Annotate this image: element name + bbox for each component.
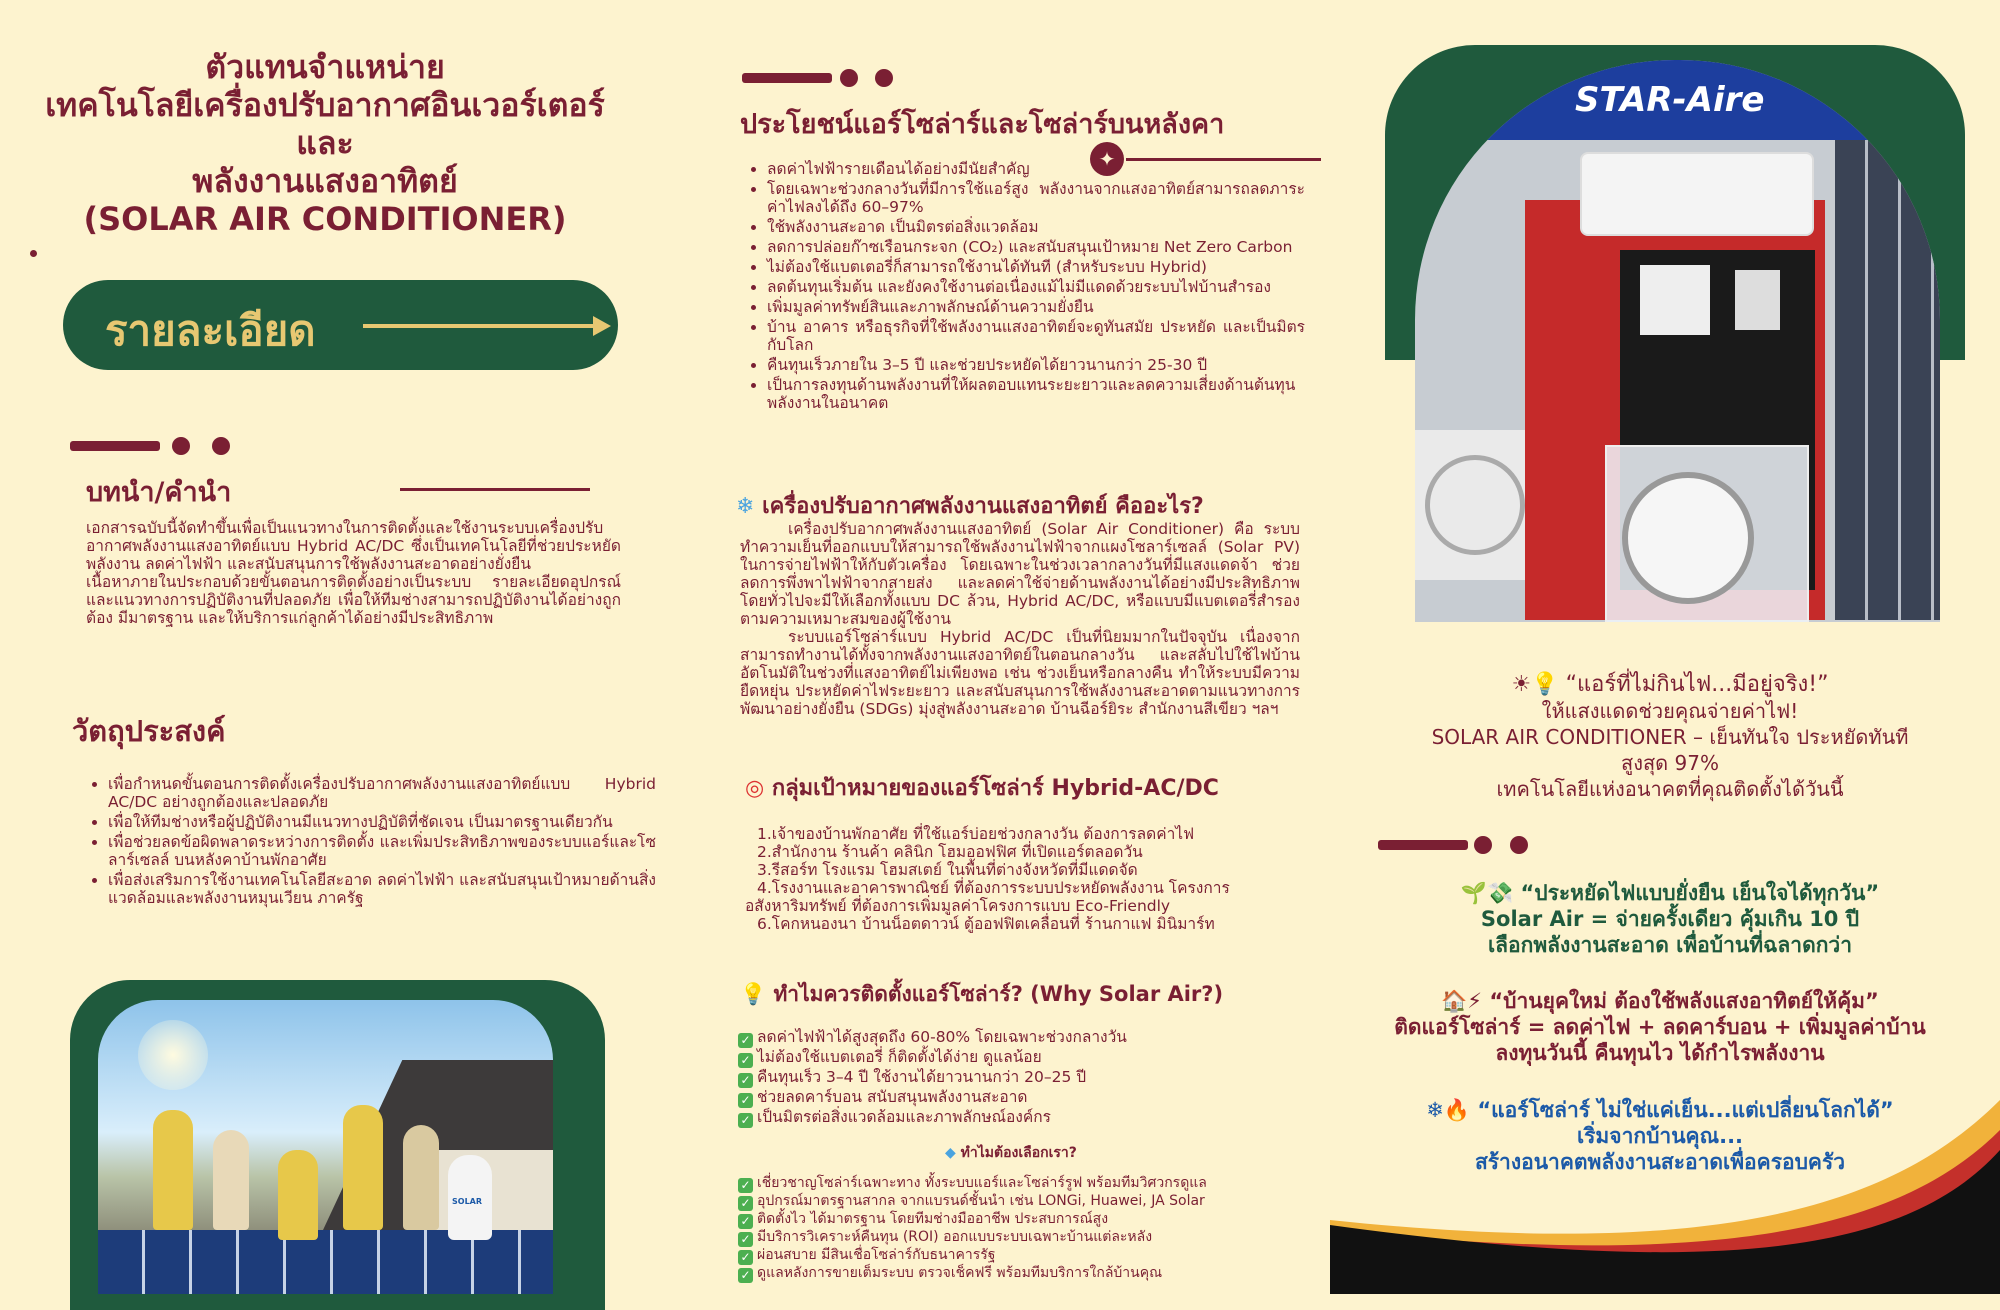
swoosh-black — [1330, 1150, 2000, 1294]
worker-figure — [153, 1110, 193, 1230]
snowflake-icon: ❄ — [736, 494, 755, 519]
why-item: ✓ ลดค่าไฟฟ้าได้สูงสุดถึง 60-80% โดยเฉพาะช่วงกลางวัน — [738, 1028, 1298, 1048]
target-item: 6.โคกหนองนา บ้านน็อตดาวน์ ตู้ออฟฟิตเคลื่อนที่ ร้านกาแฟ มินิมาร์ท — [757, 915, 1215, 933]
breaker-panel — [1640, 265, 1710, 335]
decor-dot — [875, 69, 893, 87]
what-paragraph-1: เครื่องปรับอากาศพลังงานแสงอาทิตย์ (Solar Air Conditioner) คือ ระบบทำความเย็นที่ออกแบบให้สามารถใช้พลังงานไฟฟ้าจากแผงโซลาร์เซลล์ (Solar PV) ในการจ่ายไฟฟ้าให้กับตัวเครื่อง โดยเฉพาะในช่วงเวลากลางวันที่มีแสงแดดจ้า ช่วยลดการพึ่งพาไฟฟ้าจากสายส่ง และลดค่าใช้จ่ายด้านพลังงานได้อย่างมีประสิทธิภาพ โดยทั่วไปจะมีให้เลือกทั้งแบบ DC ล้วน, Hybrid AC/DC, หรือแบบมีแบตเตอรี่สำรองตามความเหมาะสมของผู้ใช้งาน — [740, 520, 1300, 628]
quote-1-line-3: SOLAR AIR CONDITIONER – เย็นทันใจ ประหยัดทันที — [1431, 725, 1909, 749]
what-heading-row — [736, 488, 1204, 523]
title-line-5: (SOLAR AIR CONDITIONER) — [83, 200, 567, 238]
why-list — [738, 1028, 1298, 1128]
decor-bar — [742, 73, 832, 83]
checkmark-icon: ✓ — [738, 1033, 753, 1048]
target-item: 3.รีสอร์ท โรงแรม โฮมสเตย์ ในพื้นที่ต่างจังหวัดที่มีแดดจัด — [757, 861, 1138, 879]
diamond-icon: ◆ — [945, 1145, 956, 1161]
quote-2-line-2: Solar Air = จ่ายครั้งเดียว คุ้มเกิน 10 ปี — [1480, 907, 1860, 931]
decor-dot — [212, 437, 230, 455]
checkmark-icon: ✓ — [738, 1232, 753, 1247]
why-item: ✓ คืนทุนเร็ว 3–4 ปี ใช้งานได้ยาวนานกว่า 20–25 ปี — [738, 1068, 1298, 1088]
choose-item: ✓ ผ่อนสบาย มีสินเชื่อโซล่าร์กับธนาคารรัฐ — [738, 1247, 1318, 1265]
objective-heading: วัตถุประสงค์ — [72, 714, 226, 748]
checkmark-icon: ✓ — [738, 1196, 753, 1211]
arrow-head-icon — [593, 316, 611, 336]
choose-item: ✓ ติดตั้งไว ได้มาตรฐาน โดยทีมช่างมืออาชีพ ประสบการณ์สูง — [738, 1211, 1318, 1229]
why-heading: ทำไมควรติดตั้งแอร์โซล่าร์? (Why Solar Air?) — [773, 982, 1224, 1006]
checkmark-icon: ✓ — [738, 1250, 753, 1265]
bullet-dot — [30, 250, 37, 257]
benefit-item: • เป็นการลงทุนด้านพลังงานที่ให้ผลตอบแทนระยะยาวและลดความเสี่ยงด้านต้นทุนพลังงานในอนาคต — [767, 376, 1305, 412]
worker-figure — [278, 1150, 318, 1240]
side-ac-unit — [1415, 430, 1525, 580]
objective-item: • เพื่อส่งเสริมการใช้งานเทคโนโลยีสะอาด ลดค่าไฟฟ้า และสนับสนุนเป้าหมายด้านสิ่งแวดล้อมและพลังงานหมุนเวียน ภาครัฐ — [108, 871, 656, 907]
details-button-label: รายละเอียด — [105, 306, 316, 355]
intro-paragraph-2: เนื้อหาภายในประกอบด้วยขั้นตอนการติดตั้งอย่างเป็นระบบ รายละเอียดอุปกรณ์ และแนวทางการปฏิบัติงานที่ปลอดภัย เพื่อให้ทีมช่างสามารถปฏิบัติงานได้อย่างถูกต้อง มีมาตรฐาน และให้บริการแก่ลูกค้าได้อย่างมีประสิทธิภาพ — [86, 573, 621, 627]
benefit-item: • ลดต้นทุนเริ่มต้น และยังคงใช้งานต่อเนื่องแม้ไม่มีแดดด้วยระบบไฟบ้านสำรอง — [767, 278, 1305, 296]
target-item: 2.สำนักงาน ร้านค้า คลินิก โฮมออฟฟิศ ที่เปิดแอร์ตลอดวัน — [757, 843, 1143, 861]
choose-item: ✓ อุปกรณ์มาตรฐานสากล จากแบรนด์ชั้นนำ เช่น LONGi, Huawei, JA Solar — [738, 1193, 1318, 1211]
benefit-item: • ลดค่าไฟฟ้ารายเดือนได้อย่างมีนัยสำคัญ — [767, 160, 1305, 178]
house-bolt-icon: 🏠⚡ — [1441, 989, 1483, 1013]
quote-4-line-1: ❄🔥 “แอร์โซล่าร์ ไม่ใช่แค่เย็น...แต่เปลี่ยนโลกได้” — [1426, 1098, 1894, 1122]
brand-sign-text: STAR-Aire — [1575, 80, 1765, 120]
why-item: ✓ ช่วยลดคาร์บอน สนับสนุนพลังงานสะอาด — [738, 1088, 1298, 1108]
choose-item: ✓ ดูแลหลังการขายเต็มระบบ ตรวจเช็คฟรี พร้อมทีมบริการใกล้บ้านคุณ — [738, 1265, 1318, 1283]
checkmark-icon: ✓ — [738, 1214, 753, 1229]
target-icon: ◎ — [745, 776, 765, 801]
why-item: ✓ ไม่ต้องใช้แบตเตอรี่ ก็ติดตั้งได้ง่าย ดูแลน้อย — [738, 1048, 1298, 1068]
objective-item: • เพื่อกำหนดขั้นตอนการติดตั้งเครื่องปรับอากาศพลังงานแสงอาทิตย์แบบ Hybrid AC/DC อย่างถูกต้องและปลอดภัย — [108, 775, 656, 811]
target-heading: กลุ่มเป้าหมายของแอร์โซล่าร์ Hybrid-AC/DC — [771, 776, 1219, 801]
quote-1-line-2: ให้แสงแดดช่วยคุณจ่ายค่าไฟ! — [1541, 699, 1799, 723]
what-text — [740, 520, 1300, 718]
title-line-1: ตัวแทนจำแหน่าย — [205, 48, 445, 86]
fan-icon — [1622, 472, 1754, 604]
benefit-item: • โดยเฉพาะช่วงกลางวันที่มีการใช้แอร์สูง พลังงานจากแสงอาทิตย์สามารถลดภาระค่าไฟลงได้ถึง 60–97% — [767, 180, 1305, 216]
title-line-3: และ — [296, 124, 354, 162]
checkmark-icon: ✓ — [738, 1268, 753, 1283]
benefit-item: • ลดการปล่อยก๊าซเรือนกระจก (CO₂) และสนับสนุนเป้าหมาย Net Zero Carbon — [767, 238, 1305, 256]
what-paragraph-2: ระบบแอร์โซล่าร์แบบ Hybrid AC/DC เป็นที่นิยมมากในปัจจุบัน เนื่องจากสามารถทำงานได้ทั้งจากพลังงานแสงอาทิตย์ในตอนกลางวัน และสลับไปใช้ไฟบ้านอัตโนมัติในช่วงที่แสงอาทิตย์ไม่เพียงพอ เช่น ช่วงเย็นหรือกลางคืน ทำให้ระบบมีความยืดหยุ่น ประหยัดค่าไฟระยะยาว และสนับสนุนการใช้พลังงานสะอาดตามแนวทางการพัฒนาอย่างยั่งยืน (SDGs) มุ่งสู่พลังงานสะอาด บ้านฉีอร์ยิระ สำนักงานสีเขียว ฯลฯ — [740, 628, 1300, 718]
decor-dot — [172, 437, 190, 455]
intro-heading: บทนำ/คำนำ — [86, 477, 232, 508]
choose-heading: ทำไมต้องเลือกเรา? — [960, 1145, 1077, 1161]
indoor-ac-unit — [1580, 152, 1814, 236]
snow-fire-icon: ❄🔥 — [1426, 1098, 1471, 1122]
robot-figure — [448, 1155, 492, 1240]
quote-1-line-5: เทคโนโลยีแห่งอนาคตที่คุณติดตั้งได้วันนี้ — [1496, 777, 1844, 801]
why-item: ✓ เป็นมิตรต่อสิ่งแวดล้อมและภาพลักษณ์องค์กร — [738, 1108, 1298, 1128]
quote-1-line-4: สูงสุด 97% — [1621, 751, 1719, 775]
checkmark-icon: ✓ — [738, 1073, 753, 1088]
quote-4-line-2: เริ่มจากบ้านคุณ... — [1576, 1124, 1744, 1148]
checkmark-icon: ✓ — [738, 1178, 753, 1193]
fan-icon — [1425, 455, 1525, 555]
worker-figure — [343, 1105, 383, 1230]
decor-dot — [1474, 836, 1492, 854]
benefit-item: • เพิ่มมูลค่าทรัพย์สินและภาพลักษณ์ด้านความยั่งยืน — [767, 298, 1305, 316]
decor-dot — [840, 69, 858, 87]
choose-item: ✓ เชี่ยวชาญโซล่าร์เฉพาะทาง ทั้งระบบแอร์และโซล่าร์รูฟ พร้อมทีมวิศวกรดูแล — [738, 1175, 1318, 1193]
choose-list — [738, 1175, 1318, 1283]
quote-3-line-2: ติดแอร์โซล่าร์ = ลดค่าไฟ + ลดคาร์บอน + เพิ่มมูลค่าบ้าน — [1394, 1015, 1926, 1039]
intro-paragraph-1: เอกสารฉบับนี้จัดทำขึ้นเพื่อเป็นแนวทางในการติดตั้งและใช้งานระบบเครื่องปรับอากาศพลังงานแสงอาทิตย์แบบ Hybrid AC/DC ซึ่งเป็นเทคโนโลยีที่ช่วยประหยัดพลังงาน ลดค่าไฟฟ้า และสนับสนุนการใช้พลังงานสะอาดอย่างยั่งยืน — [86, 519, 621, 573]
lightbulb-icon: 💡 — [740, 982, 767, 1006]
worker-figure — [403, 1125, 439, 1230]
benefit-item: • ไม่ต้องใช้แบตเตอรี่ก็สามารถใช้งานได้ทันที (สำหรับระบบ Hybrid) — [767, 258, 1305, 276]
benefits-list — [745, 160, 1305, 414]
decor-bar — [70, 441, 160, 451]
choose-item: ✓ มีบริการวิเคราะห์คืนทุน (ROI) ออกแบบระบบเฉพาะบ้านแต่ละหลัง — [738, 1229, 1318, 1247]
main-title — [20, 48, 630, 238]
what-heading: เครื่องปรับอากาศพลังงานแสงอาทิตย์ คืออะไร? — [762, 494, 1204, 519]
intro-heading-underline — [400, 488, 590, 491]
objective-item: • เพื่อให้ทีมช่างหรือผู้ปฏิบัติงานมีแนวทางปฏิบัติที่ชัดเจน เป็นมาตรฐานเดียวกัน — [108, 813, 656, 831]
decor-bar — [1378, 840, 1468, 850]
benefit-item: • บ้าน อาคาร หรือธุรกิจที่ใช้พลังงานแสงอาทิตย์จะดูทันสมัย ประหยัด และเป็นมิตรกับโลก — [767, 318, 1305, 354]
checkmark-icon: ✓ — [738, 1093, 753, 1108]
why-heading-row — [740, 978, 1223, 1011]
checkmark-icon: ✓ — [738, 1053, 753, 1068]
objective-item: • เพื่อช่วยลดข้อผิดพลาดระหว่างการติดตั้ง และเพิ่มประสิทธิภาพของระบบแอร์และโซลาร์เซลล์ บนหลังคาบ้านพักอาศัย — [108, 833, 656, 869]
star-badge-icon: ✦ — [1090, 142, 1124, 176]
quote-3-line-1: 🏠⚡ “บ้านยุคใหม่ ต้องใช้พลังแสงอาทิตย์ให้คุ้ม” — [1441, 989, 1879, 1013]
corner-swoosh — [1330, 1090, 2000, 1294]
title-line-2: เทคโนโลยีเครื่องปรับอากาศอินเวอร์เตอร์ — [45, 86, 605, 124]
target-heading-row — [745, 770, 1219, 805]
details-button[interactable] — [63, 280, 618, 370]
decor-dot — [1510, 836, 1528, 854]
plant-money-icon: 🌱💸 — [1460, 881, 1514, 905]
quote-2 — [1360, 880, 1980, 958]
quote-3 — [1330, 988, 1990, 1066]
solar-panel-wall — [1835, 140, 1940, 620]
target-list — [745, 825, 1300, 933]
sun-icon — [138, 1020, 208, 1090]
outdoor-ac-unit — [1605, 445, 1809, 622]
team-photo — [98, 1000, 553, 1294]
quote-4-line-3: สร้างอนาคตพลังงานสะอาดเพื่อครอบครัว — [1474, 1150, 1846, 1174]
quote-1 — [1360, 672, 1980, 802]
meter-panel — [1735, 270, 1780, 330]
target-item: 4.โรงงานและอาคารพาณิชย์ ที่ต้องการระบบประหยัดพลังงาน โครงการอสังหาริมทรัพย์ ที่ต้องการเพิ่มมูลค่าโครงการแบบ Eco-Friendly — [745, 879, 1230, 915]
arrow-right-icon — [363, 324, 603, 328]
benefits-heading: ประโยชน์แอร์โซล่าร์และโซล่าร์บนหลังคา — [740, 109, 1225, 140]
quote-2-line-3: เลือกพลังงานสะอาด เพื่อบ้านที่ฉลาดกว่า — [1487, 933, 1853, 957]
quote-2-line-1: 🌱💸 “ประหยัดไฟแบบยั่งยืน เย็นใจได้ทุกวัน” — [1460, 881, 1880, 905]
target-item: 1.เจ้าของบ้านพักอาศัย ที่ใช้แอร์บ่อยช่วงกลางวัน ต้องการลดค่าไฟ — [757, 825, 1195, 843]
objective-list — [86, 775, 656, 909]
worker-figure — [213, 1130, 249, 1230]
intro-text — [86, 519, 621, 627]
quote-3-line-3: ลงทุนวันนี้ คืนทุนไว ได้กำไรพลังงาน — [1495, 1041, 1825, 1065]
robot-label: SOLAR — [452, 1197, 483, 1206]
quote-1-line-1: ☀💡 “แอร์ที่ไม่กินไฟ...มีอยู่จริง!” — [1511, 672, 1829, 697]
checkmark-icon: ✓ — [738, 1113, 753, 1128]
sun-bulb-icon: ☀💡 — [1511, 672, 1559, 697]
product-photo — [1415, 60, 1940, 622]
benefit-item: • ใช้พลังงานสะอาด เป็นมิตรต่อสิ่งแวดล้อม — [767, 218, 1305, 236]
choose-heading-row — [945, 1142, 1077, 1164]
title-line-4: พลังงานแสงอาทิตย์ — [192, 162, 458, 200]
benefit-item: • คืนทุนเร็วภายใน 3–5 ปี และช่วยประหยัดได้ยาวนานกว่า 25-30 ปี — [767, 356, 1305, 374]
